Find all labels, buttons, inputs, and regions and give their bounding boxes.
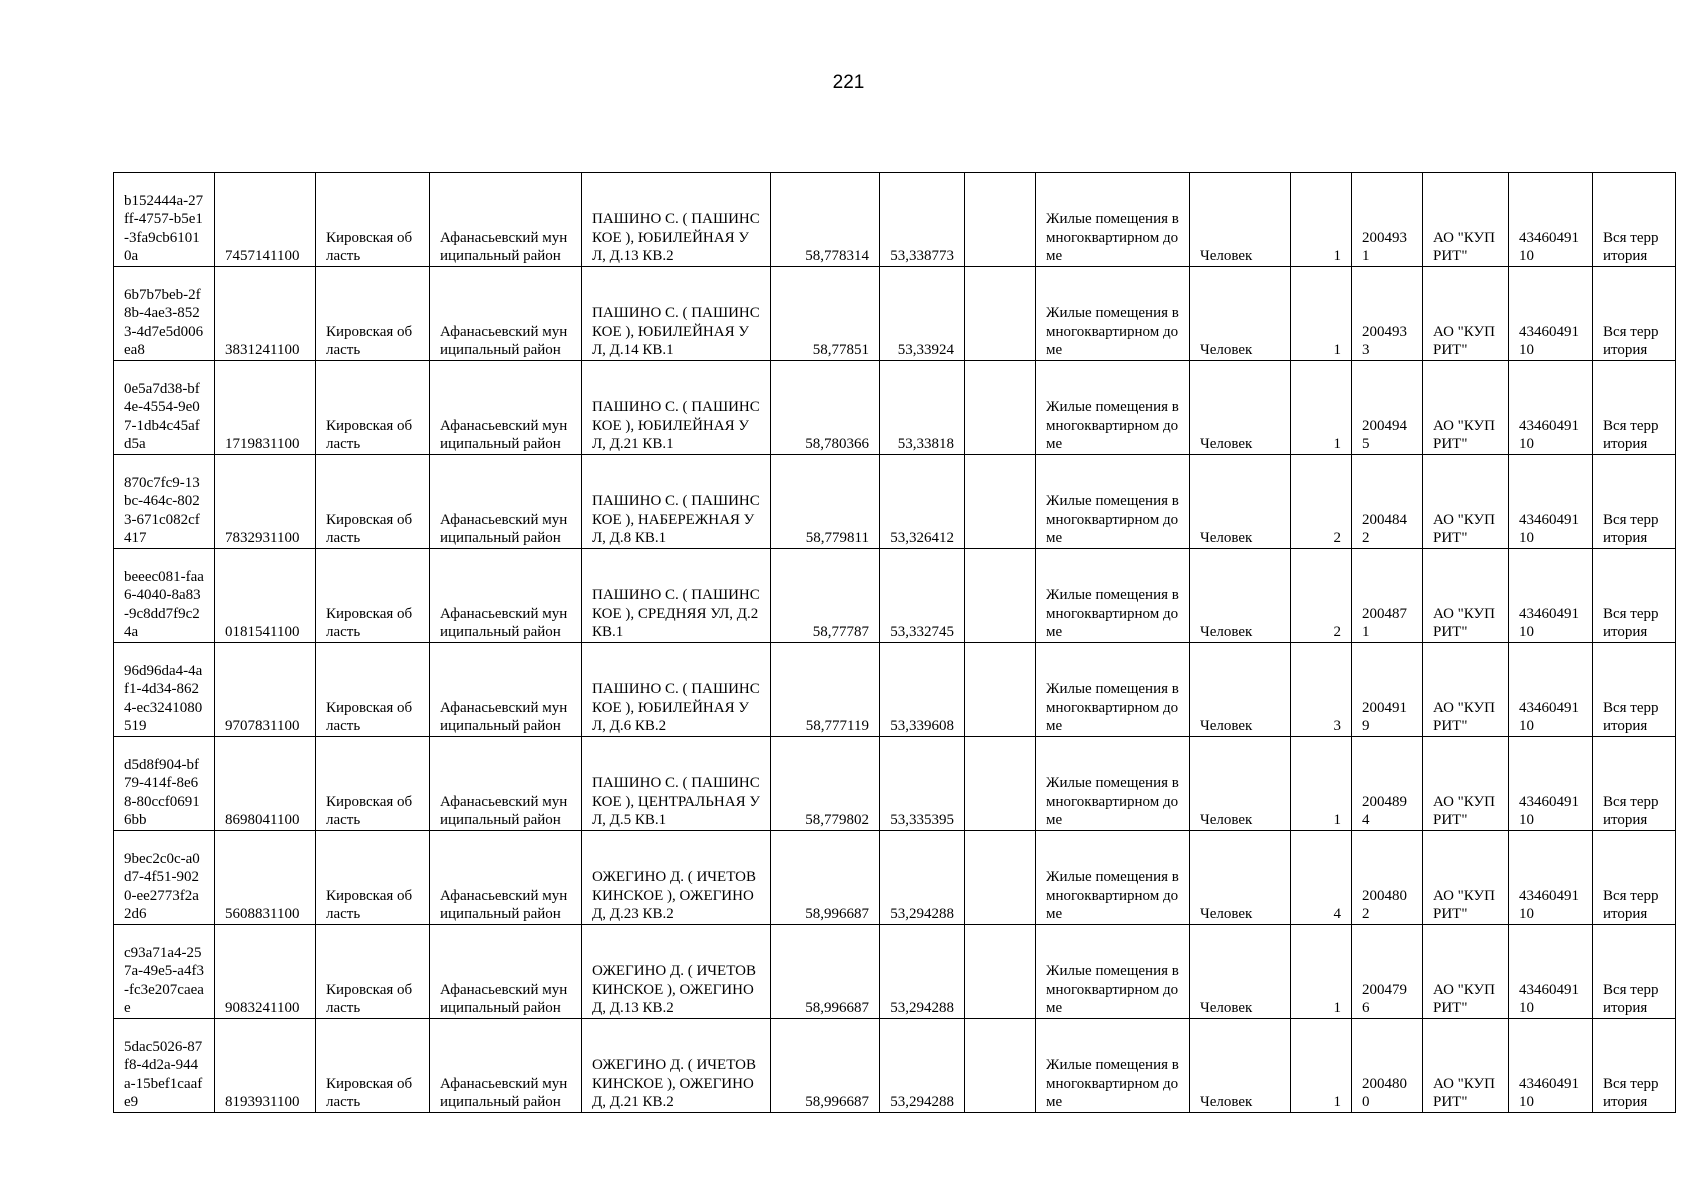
latitude-cell: 58,996687 — [771, 831, 880, 925]
region-cell: Кировская область — [316, 267, 430, 361]
code-cell: 0181541100 — [215, 549, 316, 643]
region-cell: Кировская область — [316, 925, 430, 1019]
inn-cell: 4346049110 — [1509, 925, 1593, 1019]
record-id-cell: 0e5a7d38-bf4e-4554-9e07-1db4c45afd5a — [114, 361, 215, 455]
code-cell: 1719831100 — [215, 361, 316, 455]
longitude-cell: 53,294288 — [880, 1019, 965, 1113]
unit-cell: Человек — [1190, 267, 1291, 361]
empty-cell — [965, 831, 1036, 925]
code-cell: 9083241100 — [215, 925, 316, 1019]
longitude-cell: 53,339608 — [880, 643, 965, 737]
organization-cell: АО "КУПРИТ" — [1423, 737, 1509, 831]
table-row — [114, 831, 1676, 925]
organization-cell: АО "КУПРИТ" — [1423, 267, 1509, 361]
region-cell: Кировская область — [316, 1019, 430, 1113]
inn-cell: 4346049110 — [1509, 173, 1593, 267]
address-cell: ПАШИНО С. ( ПАШИНСКОЕ ), ЮБИЛЕЙНАЯ УЛ, Д.21 КВ.1 — [582, 361, 771, 455]
code-cell: 8193931100 — [215, 1019, 316, 1113]
account-cell: 2004919 — [1352, 643, 1423, 737]
code-cell: 5608831100 — [215, 831, 316, 925]
record-id-cell: c93a71a4-257a-49e5-a4f3-fc3e207caeae — [114, 925, 215, 1019]
table-row — [114, 643, 1676, 737]
account-cell: 2004871 — [1352, 549, 1423, 643]
premises-type-cell: Жилые помещения в многоквартирном доме — [1036, 173, 1190, 267]
premises-type-cell: Жилые помещения в многоквартирном доме — [1036, 737, 1190, 831]
address-cell: ОЖЕГИНО Д. ( ИЧЕТОВКИНСКОЕ ), ОЖЕГИНО Д, Д.23 КВ.2 — [582, 831, 771, 925]
district-cell: Афанасьевский муниципальный район — [430, 267, 582, 361]
territory-cell: Вся территория — [1593, 267, 1676, 361]
inn-cell: 4346049110 — [1509, 1019, 1593, 1113]
empty-cell — [965, 737, 1036, 831]
empty-cell — [965, 173, 1036, 267]
inn-cell: 4346049110 — [1509, 831, 1593, 925]
latitude-cell: 58,777119 — [771, 643, 880, 737]
organization-cell: АО "КУПРИТ" — [1423, 173, 1509, 267]
inn-cell: 4346049110 — [1509, 455, 1593, 549]
district-cell: Афанасьевский муниципальный район — [430, 455, 582, 549]
table-row — [114, 267, 1676, 361]
longitude-cell: 53,33818 — [880, 361, 965, 455]
latitude-cell: 58,77787 — [771, 549, 880, 643]
district-cell: Афанасьевский муниципальный район — [430, 925, 582, 1019]
account-cell: 2004802 — [1352, 831, 1423, 925]
code-cell: 9707831100 — [215, 643, 316, 737]
longitude-cell: 53,294288 — [880, 831, 965, 925]
region-cell: Кировская область — [316, 173, 430, 267]
quantity-cell: 1 — [1291, 925, 1352, 1019]
account-cell: 2004842 — [1352, 455, 1423, 549]
address-cell: ПАШИНО С. ( ПАШИНСКОЕ ), ЮБИЛЕЙНАЯ УЛ, Д.6 КВ.2 — [582, 643, 771, 737]
premises-type-cell: Жилые помещения в многоквартирном доме — [1036, 455, 1190, 549]
premises-type-cell: Жилые помещения в многоквартирном доме — [1036, 549, 1190, 643]
table-row — [114, 549, 1676, 643]
inn-cell: 4346049110 — [1509, 737, 1593, 831]
district-cell: Афанасьевский муниципальный район — [430, 361, 582, 455]
inn-cell: 4346049110 — [1509, 549, 1593, 643]
organization-cell: АО "КУПРИТ" — [1423, 455, 1509, 549]
empty-cell — [965, 267, 1036, 361]
longitude-cell: 53,332745 — [880, 549, 965, 643]
organization-cell: АО "КУПРИТ" — [1423, 361, 1509, 455]
empty-cell — [965, 455, 1036, 549]
longitude-cell: 53,294288 — [880, 925, 965, 1019]
empty-cell — [965, 1019, 1036, 1113]
longitude-cell: 53,338773 — [880, 173, 965, 267]
account-cell: 2004945 — [1352, 361, 1423, 455]
organization-cell: АО "КУПРИТ" — [1423, 549, 1509, 643]
quantity-cell: 1 — [1291, 737, 1352, 831]
table-row — [114, 1019, 1676, 1113]
record-id-cell: d5d8f904-bf79-414f-8e68-80ccf06916bb — [114, 737, 215, 831]
territory-cell: Вся территория — [1593, 925, 1676, 1019]
address-cell: ОЖЕГИНО Д. ( ИЧЕТОВКИНСКОЕ ), ОЖЕГИНО Д, Д.13 КВ.2 — [582, 925, 771, 1019]
record-id-cell: 6b7b7beb-2f8b-4ae3-8523-4d7e5d006ea8 — [114, 267, 215, 361]
quantity-cell: 1 — [1291, 173, 1352, 267]
district-cell: Афанасьевский муниципальный район — [430, 173, 582, 267]
record-id-cell: 9bec2c0c-a0d7-4f51-9020-ee2773f2a2d6 — [114, 831, 215, 925]
region-cell: Кировская область — [316, 737, 430, 831]
territory-cell: Вся территория — [1593, 455, 1676, 549]
latitude-cell: 58,77851 — [771, 267, 880, 361]
latitude-cell: 58,779811 — [771, 455, 880, 549]
table-row — [114, 455, 1676, 549]
page-number: 221 — [832, 72, 865, 93]
quantity-cell: 1 — [1291, 361, 1352, 455]
district-cell: Афанасьевский муниципальный район — [430, 831, 582, 925]
premises-type-cell: Жилые помещения в многоквартирном доме — [1036, 925, 1190, 1019]
empty-cell — [965, 361, 1036, 455]
unit-cell: Человек — [1190, 643, 1291, 737]
address-cell: ПАШИНО С. ( ПАШИНСКОЕ ), СРЕДНЯЯ УЛ, Д.2 КВ.1 — [582, 549, 771, 643]
longitude-cell: 53,335395 — [880, 737, 965, 831]
organization-cell: АО "КУПРИТ" — [1423, 831, 1509, 925]
organization-cell: АО "КУПРИТ" — [1423, 925, 1509, 1019]
account-cell: 2004933 — [1352, 267, 1423, 361]
organization-cell: АО "КУПРИТ" — [1423, 1019, 1509, 1113]
code-cell: 7832931100 — [215, 455, 316, 549]
quantity-cell: 2 — [1291, 549, 1352, 643]
latitude-cell: 58,778314 — [771, 173, 880, 267]
table-row — [114, 925, 1676, 1019]
table-row — [114, 737, 1676, 831]
code-cell: 3831241100 — [215, 267, 316, 361]
record-id-cell: beeec081-faa6-4040-8a83-9c8dd7f9c24a — [114, 549, 215, 643]
empty-cell — [965, 549, 1036, 643]
registry-table — [113, 172, 1676, 1113]
organization-cell: АО "КУПРИТ" — [1423, 643, 1509, 737]
code-cell: 8698041100 — [215, 737, 316, 831]
table-row — [114, 173, 1676, 267]
district-cell: Афанасьевский муниципальный район — [430, 549, 582, 643]
quantity-cell: 4 — [1291, 831, 1352, 925]
premises-type-cell: Жилые помещения в многоквартирном доме — [1036, 643, 1190, 737]
table-row — [114, 361, 1676, 455]
unit-cell: Человек — [1190, 737, 1291, 831]
quantity-cell: 3 — [1291, 643, 1352, 737]
account-cell: 2004931 — [1352, 173, 1423, 267]
inn-cell: 4346049110 — [1509, 267, 1593, 361]
territory-cell: Вся территория — [1593, 643, 1676, 737]
unit-cell: Человек — [1190, 549, 1291, 643]
region-cell: Кировская область — [316, 643, 430, 737]
address-cell: ОЖЕГИНО Д. ( ИЧЕТОВКИНСКОЕ ), ОЖЕГИНО Д, Д.21 КВ.2 — [582, 1019, 771, 1113]
latitude-cell: 58,996687 — [771, 925, 880, 1019]
longitude-cell: 53,326412 — [880, 455, 965, 549]
address-cell: ПАШИНО С. ( ПАШИНСКОЕ ), ЮБИЛЕЙНАЯ УЛ, Д.13 КВ.2 — [582, 173, 771, 267]
unit-cell: Человек — [1190, 455, 1291, 549]
territory-cell: Вся территория — [1593, 737, 1676, 831]
latitude-cell: 58,779802 — [771, 737, 880, 831]
latitude-cell: 58,996687 — [771, 1019, 880, 1113]
unit-cell: Человек — [1190, 1019, 1291, 1113]
record-id-cell: 5dac5026-87f8-4d2a-944a-15bef1caafe9 — [114, 1019, 215, 1113]
address-cell: ПАШИНО С. ( ПАШИНСКОЕ ), НАБЕРЕЖНАЯ УЛ, Д.8 КВ.1 — [582, 455, 771, 549]
record-id-cell: 870c7fc9-13bc-464c-8023-671c082cf417 — [114, 455, 215, 549]
district-cell: Афанасьевский муниципальный район — [430, 737, 582, 831]
quantity-cell: 2 — [1291, 455, 1352, 549]
region-cell: Кировская область — [316, 361, 430, 455]
premises-type-cell: Жилые помещения в многоквартирном доме — [1036, 361, 1190, 455]
district-cell: Афанасьевский муниципальный район — [430, 1019, 582, 1113]
address-cell: ПАШИНО С. ( ПАШИНСКОЕ ), ЦЕНТРАЛЬНАЯ УЛ, Д.5 КВ.1 — [582, 737, 771, 831]
territory-cell: Вся территория — [1593, 549, 1676, 643]
unit-cell: Человек — [1190, 831, 1291, 925]
territory-cell: Вся территория — [1593, 1019, 1676, 1113]
quantity-cell: 1 — [1291, 1019, 1352, 1113]
unit-cell: Человек — [1190, 361, 1291, 455]
record-id-cell: b152444a-27ff-4757-b5e1-3fa9cb61010a — [114, 173, 215, 267]
account-cell: 2004796 — [1352, 925, 1423, 1019]
address-cell: ПАШИНО С. ( ПАШИНСКОЕ ), ЮБИЛЕЙНАЯ УЛ, Д.14 КВ.1 — [582, 267, 771, 361]
account-cell: 2004800 — [1352, 1019, 1423, 1113]
unit-cell: Человек — [1190, 925, 1291, 1019]
inn-cell: 4346049110 — [1509, 643, 1593, 737]
empty-cell — [965, 925, 1036, 1019]
premises-type-cell: Жилые помещения в многоквартирном доме — [1036, 1019, 1190, 1113]
premises-type-cell: Жилые помещения в многоквартирном доме — [1036, 831, 1190, 925]
region-cell: Кировская область — [316, 831, 430, 925]
district-cell: Афанасьевский муниципальный район — [430, 643, 582, 737]
code-cell: 7457141100 — [215, 173, 316, 267]
quantity-cell: 1 — [1291, 267, 1352, 361]
territory-cell: Вся территория — [1593, 173, 1676, 267]
territory-cell: Вся территория — [1593, 361, 1676, 455]
unit-cell: Человек — [1190, 173, 1291, 267]
empty-cell — [965, 643, 1036, 737]
latitude-cell: 58,780366 — [771, 361, 880, 455]
region-cell: Кировская область — [316, 549, 430, 643]
record-id-cell: 96d96da4-4af1-4d34-8624-ec3241080519 — [114, 643, 215, 737]
longitude-cell: 53,33924 — [880, 267, 965, 361]
account-cell: 2004894 — [1352, 737, 1423, 831]
inn-cell: 4346049110 — [1509, 361, 1593, 455]
territory-cell: Вся территория — [1593, 831, 1676, 925]
region-cell: Кировская область — [316, 455, 430, 549]
premises-type-cell: Жилые помещения в многоквартирном доме — [1036, 267, 1190, 361]
